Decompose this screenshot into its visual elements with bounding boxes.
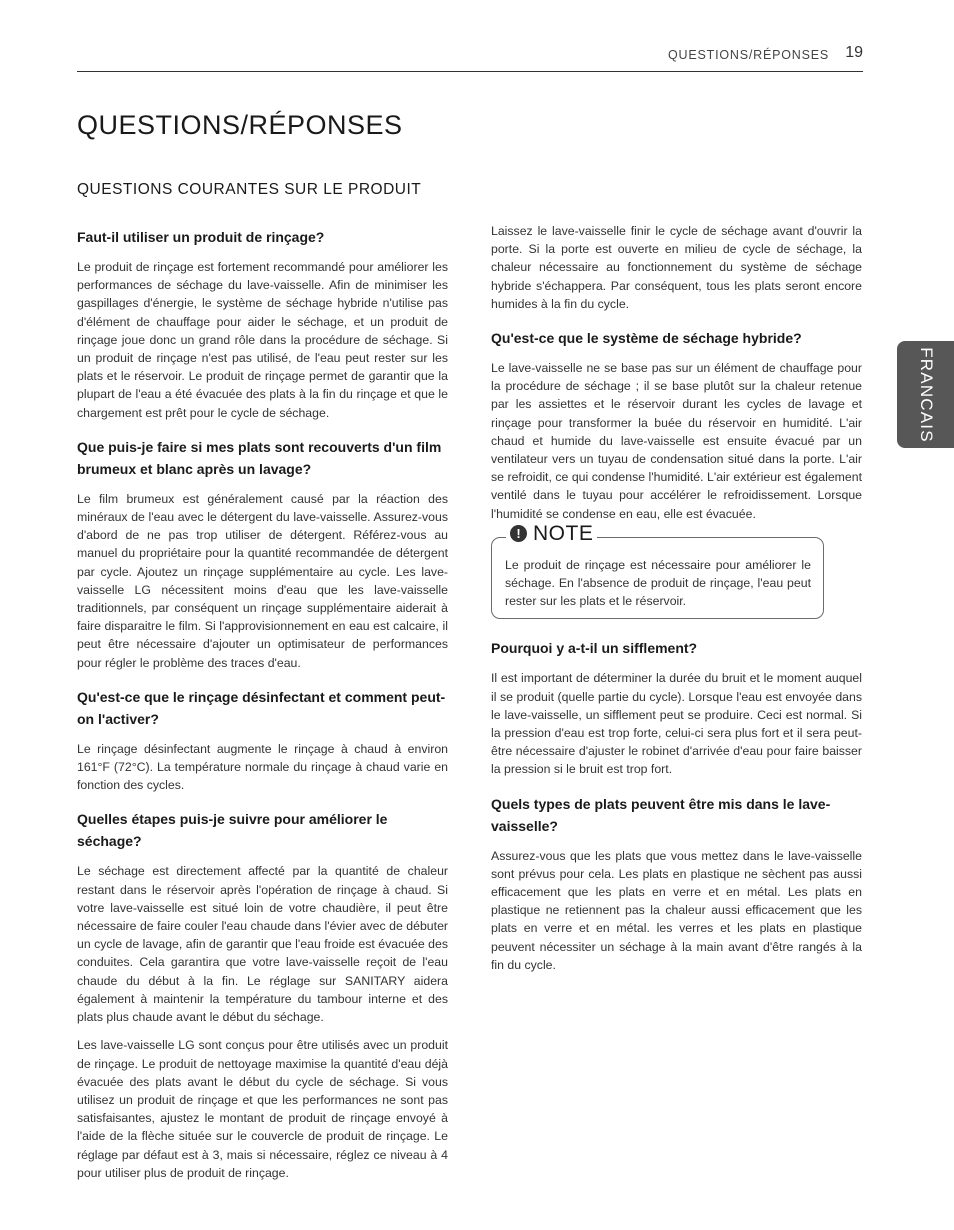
header-section-label: QUESTIONS/RÉPONSES: [668, 48, 829, 62]
language-tab: [897, 341, 954, 448]
page-title: QUESTIONS/RÉPONSES: [77, 110, 403, 140]
note-box: [491, 521, 824, 620]
note-title: NOTE: [533, 521, 594, 545]
question-heading: Qu'est-ce que le rinçage désinfectant et comment peut-on l'activer?: [77, 688, 446, 727]
answer-paragraph: Le film brumeux est généralement causé par la réaction des minéraux de l'eau avec le détergent du lave-vaisselle. Assurez-vous d'abord de ne pas trop utiliser de détergent. Référez-vous au manuel du propriétaire pour la quantité recommandée de détergent par cycle. Ajoutez un rinçage supplémentaire au cycle. Les lave-vaisselle LG nécessitent moins d'eau que les lave-vaisselle traditionnels, par conséquent un rinçage supplémentaire aiderait à faire disparaitre le film. Si l'approvisionnement en eau est calcaire, il peut être nécessaire d'ajouter un optimisateur de performances pour régler le problème des traces d'eau.: [77, 491, 448, 670]
page-number: 19: [845, 44, 863, 61]
language-tab-label: FRANCAIS: [916, 346, 936, 443]
answer-paragraph: Les lave-vaisselle LG sont conçus pour être utilisés avec un produit de rinçage. Le produit de nettoyage maximise la quantité d'eau déjà évacuée des plats avant le début du cycle de séchage. Si vous utilisez un produit de rinçage et que les performances ne sont pas satisfaisantes, ajustez le montant de produit de rinçage envoyé à l'aide de la flèche située sur le couvercle de produit de rinçage. Le réglage par défaut est à 3, mais si nécessaire, réglez ce niveau à 4 pour utiliser plus de produit de rinçage.: [77, 1038, 448, 1180]
answer-paragraph: Il est important de déterminer la durée du bruit et le moment auquel il se produit (quelle partie du cycle). Lorsque l'eau est envoyée dans le lave-vaisselle, un sifflement peut se produire. Ceci est normal. Si la pression d'eau est trop forte, celui-ci sera plus fort et il sera peut-être nécessaire d'ajuster le robinet d'arrivée d'eau pour faire baisser la pression si le bruit est trop fort.: [491, 671, 862, 777]
header-divider: [77, 71, 863, 72]
question-heading: Qu'est-ce que le système de séchage hybride?: [491, 330, 802, 347]
note-header: [506, 521, 597, 545]
answer-paragraph: Laissez le lave-vaisselle finir le cycle de séchage avant d'ouvrir la porte. Si la porte est ouverte en milieu de cycle de séchage, la chaleur nécessaire au fonctionnement du système de séchage hybride s'échappera. Par conséquent, tous les plats seront encore humides à la fin du cycle.: [491, 224, 862, 311]
exclamation-icon: !: [510, 525, 527, 542]
question-heading: Que puis-je faire si mes plats sont recouverts d'un film brumeux et blanc après un lavage?: [77, 438, 442, 477]
question-heading: Pourquoi y a-t-il un sifflement?: [491, 640, 698, 657]
answer-paragraph: Le séchage est directement affecté par la quantité de chaleur restant dans le réservoir après l'opération de rinçage à chaud. Si votre lave-vaisselle est situé loin de votre chaudière, il peut être nécessaire de faire couler l'eau chaude dans l'évier avec de débuter un cycle de lavage, afin de garantir que l'eau froide est évacuée des conduites. Cela garantira que votre lave-vaisselle reçoit de l'eau chaude du début à la fin. Le réglage sur SANITARY aidera également à maintenir la température du tambour interne et des plats plus chaude avant le début du séchage.: [77, 864, 448, 1025]
right-column: [491, 222, 862, 984]
section-title: QUESTIONS COURANTES SUR LE PRODUIT: [77, 181, 422, 198]
question-heading: Quelles étapes puis-je suivre pour améliorer le séchage?: [77, 811, 388, 850]
answer-paragraph: Assurez-vous que les plats que vous mettez dans le lave-vaisselle sont prévus pour cela. Les plats en plastique ne sèchent pas aussi efficacement que les plats en verre et en métal. Les plats en plastique ne retiennent pas la chaleur aussi efficacement que les plats en verre et en métal. les verres et les plats en plastique peuvent nécessiter un séchage à la main avant d'être rangés à la fin du cycle.: [491, 848, 862, 972]
answer-paragraph: Le produit de rinçage est fortement recommandé pour améliorer les performances de séchage du lave-vaisselle. Afin de minimiser les gaspillages d'énergie, le système de séchage hybride n'utilise pas d'élément de chauffage pour aider le séchage, et un produit de rinçage joue donc un grand rôle dans la procédure de séchage. Si un produit de rinçage n'est pas utilisé, de l'eau peut rester sur les plats et le réservoir. Le produit de rinçage permet de garantir que la plupart de l'eau a été évacuée des plats à la fin du rinçage et que le chargement est prêt pour le cycle de séchage.: [77, 260, 448, 420]
answer-paragraph: Le lave-vaisselle ne se base pas sur un élément de chauffage pour la procédure de séchage ; il se base plutôt sur la chaleur retenue par les assiettes et le réservoir durant les cycles de lavage et rinçage pour transformer la buée du réservoir en humidité. L'air chaud et humide du lave-vaisselle est ensuite évacué par un ventilateur vers un tuyau de condensation situé dans la porte. L'air se refroidit, ce qui condense l'humidité. L'air extérieur est également ventilé dans le tuyau pour accélérer le refroidissement. Lorsque l'humidité se condense en eau, elle est évacuée.: [491, 361, 862, 521]
note-text: Le produit de rinçage est nécessaire pour améliorer le séchage. En l'absence de produit de rinçage, l'eau peut rester sur les plats et le réservoir.: [505, 557, 811, 609]
question-heading: Faut-il utiliser un produit de rinçage?: [77, 229, 325, 245]
question-heading: Quels types de plats peuvent être mis dans le lave-vaisselle?: [491, 795, 831, 834]
left-column: [77, 226, 448, 1192]
answer-paragraph: Le rinçage désinfectant augmente le rinçage à chaud à environ 161°F (72°C). La température normale du rinçage à chaud varie en fonction des cycles.: [77, 741, 448, 793]
